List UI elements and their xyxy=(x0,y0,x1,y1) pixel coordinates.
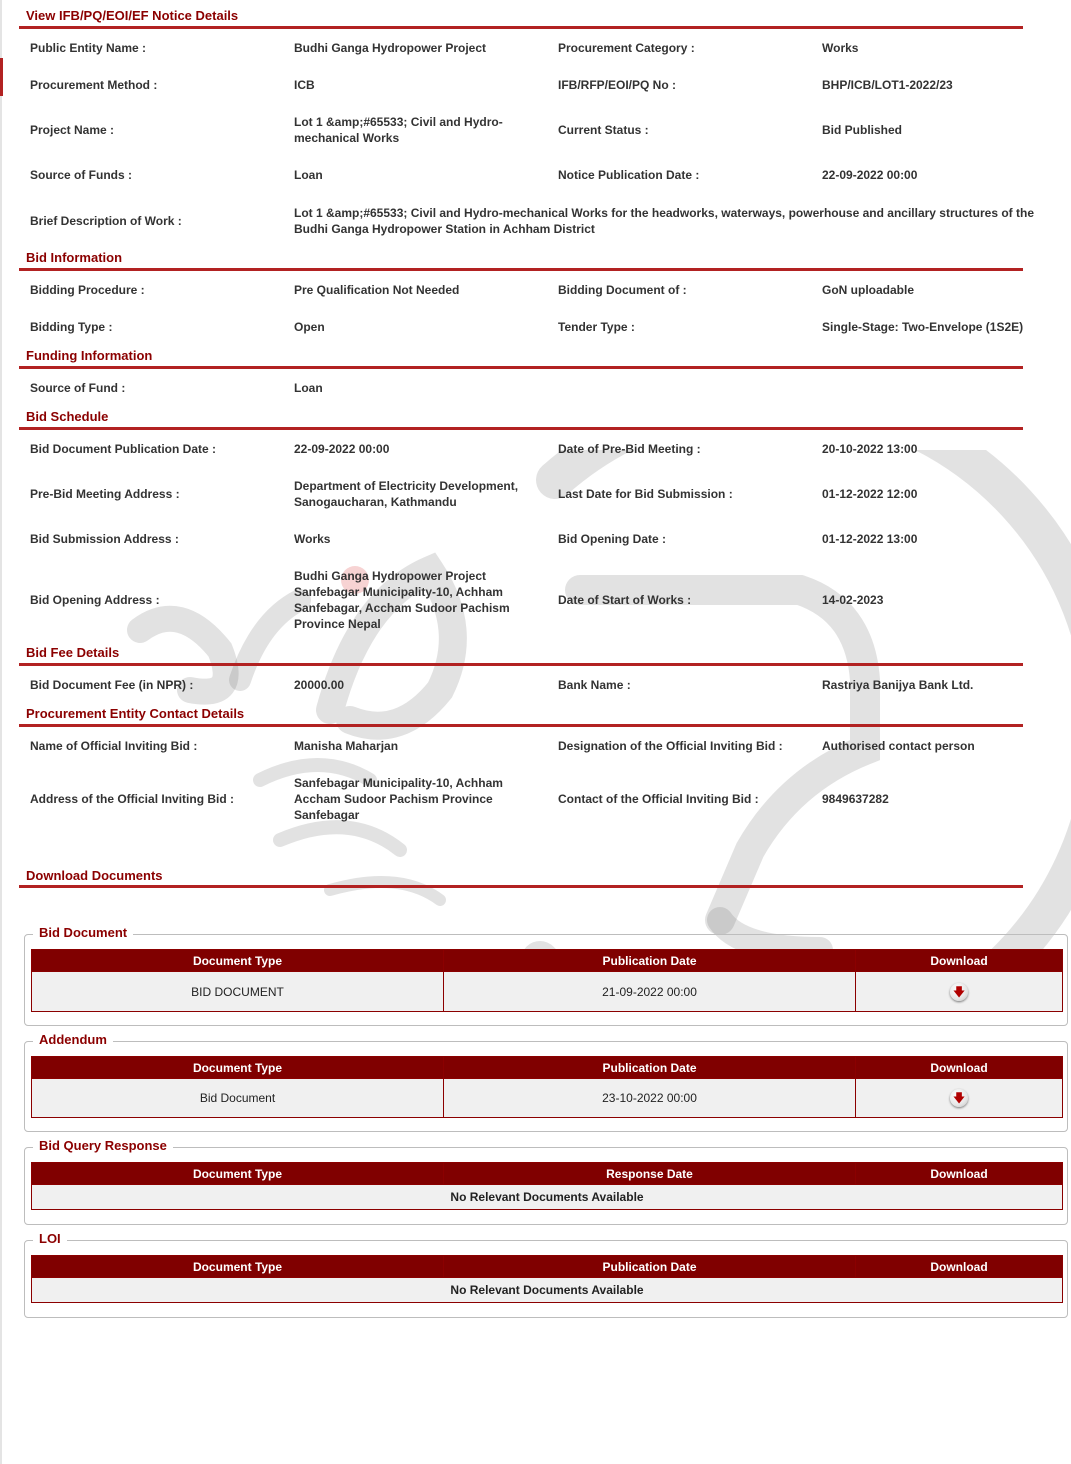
official-address-label: Address of the Official Inviting Bid : xyxy=(30,792,235,806)
download-icon[interactable]: 🡇 xyxy=(950,1089,968,1107)
pre-bid-meeting-address-value xyxy=(294,478,518,510)
col-download: Download xyxy=(856,1256,1062,1277)
bank-name-value: Rastriya Banijya Bank Ltd. xyxy=(822,678,974,692)
source-of-funds-value: Loan xyxy=(294,168,323,182)
section-title-bid-fee: Bid Fee Details xyxy=(26,645,120,660)
col-publication-date: Publication Date xyxy=(444,950,855,971)
table-row xyxy=(32,1185,1062,1209)
bid-opening-address-line1: Budhi Ganga Hydropower Project xyxy=(294,569,487,583)
bid-document-fee-label: Bid Document Fee (in NPR) : xyxy=(30,678,194,692)
brief-description-line1: Lot 1 &amp;#65533; Civil and Hydro-mechanical Works for the headworks, waterways, powerhouse and ancillary structures of the xyxy=(294,206,1034,220)
bid-opening-address-value xyxy=(294,568,510,632)
tender-type-value: Single-Stage: Two-Envelope (1S2E) xyxy=(822,320,1024,334)
page-left-edge xyxy=(0,0,2,1464)
ifb-no-value: BHP/ICB/LOT1-2022/23 xyxy=(822,78,953,92)
bidding-procedure-label: Bidding Procedure : xyxy=(30,283,145,297)
bid-query-legend: Bid Query Response xyxy=(33,1138,173,1154)
bid-opening-address-line3: Sanfebagar, Accham Sudoor Pachism xyxy=(294,601,510,615)
bid-opening-date-label: Bid Opening Date : xyxy=(558,532,666,546)
addendum-table xyxy=(31,1056,1063,1118)
section-rule xyxy=(19,724,1023,727)
col-download: Download xyxy=(856,1163,1062,1184)
notice-publication-date-label: Notice Publication Date : xyxy=(558,168,700,182)
empty-message: No Relevant Documents Available xyxy=(32,1185,1062,1209)
section-rule xyxy=(19,663,1023,666)
brief-description-label: Brief Description of Work : xyxy=(30,214,182,228)
col-download: Download xyxy=(856,950,1062,971)
section-rule xyxy=(19,885,1023,888)
bid-doc-publication-date-value: 22-09-2022 00:00 xyxy=(294,442,390,456)
col-publication-date: Publication Date xyxy=(444,1256,855,1277)
bid-doc-publication-date-label: Bid Document Publication Date : xyxy=(30,442,217,456)
pre-bid-address-line1: Department of Electricity Development, xyxy=(294,479,519,493)
table-row xyxy=(32,1079,1062,1117)
current-status-label: Current Status : xyxy=(558,123,649,137)
source-of-funds-label: Source of Funds : xyxy=(30,168,132,182)
last-date-submission-label: Last Date for Bid Submission : xyxy=(558,487,733,501)
col-document-type: Document Type xyxy=(32,1163,443,1184)
loi-table xyxy=(31,1255,1063,1303)
bank-name-label: Bank Name : xyxy=(558,678,631,692)
bidding-document-of-value: GoN uploadable xyxy=(822,283,915,297)
publication-date-cell: 23-10-2022 00:00 xyxy=(444,1079,855,1117)
source-of-fund-label: Source of Fund : xyxy=(30,381,126,395)
section-rule xyxy=(19,427,1023,430)
project-name-value xyxy=(294,114,503,146)
section-rule xyxy=(19,268,1023,271)
bid-query-panel xyxy=(24,1138,1068,1225)
date-start-works-value: 14-02-2023 xyxy=(822,593,884,607)
bid-opening-date-value: 01-12-2022 13:00 xyxy=(822,532,918,546)
official-contact-label: Contact of the Official Inviting Bid : xyxy=(558,792,759,806)
ifb-no-label: IFB/RFP/EOI/PQ No : xyxy=(558,78,677,92)
bidding-type-value: Open xyxy=(294,320,325,334)
notice-publication-date-value: 22-09-2022 00:00 xyxy=(822,168,918,182)
page-left-marker xyxy=(0,58,3,96)
addendum-legend: Addendum xyxy=(33,1032,113,1048)
public-entity-label: Public Entity Name : xyxy=(30,41,147,55)
section-title-contact: Procurement Entity Contact Details xyxy=(26,706,245,721)
bid-opening-address-label: Bid Opening Address : xyxy=(30,593,160,607)
loi-panel xyxy=(24,1231,1068,1318)
official-address-line2: Accham Sudoor Pachism Province xyxy=(294,792,493,806)
bid-opening-address-line4: Province Nepal xyxy=(294,617,381,631)
col-document-type: Document Type xyxy=(32,1057,443,1078)
project-name-label: Project Name : xyxy=(30,123,115,137)
table-row xyxy=(32,972,1062,1011)
download-icon[interactable]: 🡇 xyxy=(950,983,968,1001)
brief-description-line2: Budhi Ganga Hydropower Station in Achham District xyxy=(294,222,595,236)
project-name-line2: mechanical Works xyxy=(294,131,400,145)
bidding-type-label: Bidding Type : xyxy=(30,320,113,334)
bid-opening-address-line2: Sanfebagar Municipality-10, Achham xyxy=(294,585,503,599)
official-designation-label: Designation of the Official Inviting Bid : xyxy=(558,739,783,753)
pre-bid-meeting-date-value: 20-10-2022 13:00 xyxy=(822,442,918,456)
col-document-type: Document Type xyxy=(32,1256,443,1277)
section-title-funding: Funding Information xyxy=(26,348,153,363)
download-cell xyxy=(856,1079,1062,1117)
section-title-notice: View IFB/PQ/EOI/EF Notice Details xyxy=(26,8,239,23)
col-document-type: Document Type xyxy=(32,950,443,971)
bid-document-fee-value: 20000.00 xyxy=(294,678,345,692)
source-of-fund-value: Loan xyxy=(294,381,323,395)
official-address-value xyxy=(294,775,503,823)
official-designation-value: Authorised contact person xyxy=(822,739,975,753)
bid-document-table xyxy=(31,949,1063,1012)
current-status-value: Bid Published xyxy=(822,123,903,137)
loi-legend: LOI xyxy=(33,1231,67,1247)
document-type-cell: Bid Document xyxy=(32,1079,443,1117)
pre-bid-address-line2: Sanogaucharan, Kathmandu xyxy=(294,495,457,509)
project-name-line1: Lot 1 &amp;#65533; Civil and Hydro- xyxy=(294,115,503,129)
public-entity-value: Budhi Ganga Hydropower Project xyxy=(294,41,487,55)
watermark-logo xyxy=(100,450,1071,970)
bid-query-table xyxy=(31,1162,1063,1210)
procurement-category-label: Procurement Category : xyxy=(558,41,695,55)
official-name-label: Name of Official Inviting Bid : xyxy=(30,739,198,753)
addendum-panel xyxy=(24,1032,1068,1132)
official-address-line3: Sanfebagar xyxy=(294,808,360,822)
official-name-value: Manisha Maharjan xyxy=(294,739,399,753)
section-title-downloads: Download Documents xyxy=(26,868,163,883)
last-date-submission-value: 01-12-2022 12:00 xyxy=(822,487,918,501)
section-title-bid-information: Bid Information xyxy=(26,250,123,265)
bid-document-panel xyxy=(24,925,1068,1026)
publication-date-cell: 21-09-2022 00:00 xyxy=(444,972,855,1011)
procurement-method-value: ICB xyxy=(294,78,315,92)
table-row xyxy=(32,1278,1062,1302)
col-response-date: Response Date xyxy=(444,1163,855,1184)
brief-description-value xyxy=(294,205,1044,237)
download-cell xyxy=(856,972,1062,1011)
pre-bid-meeting-date-label: Date of Pre-Bid Meeting : xyxy=(558,442,701,456)
document-type-cell: BID DOCUMENT xyxy=(32,972,443,1011)
tender-type-label: Tender Type : xyxy=(558,320,635,334)
pre-bid-meeting-address-label: Pre-Bid Meeting Address : xyxy=(30,487,180,501)
col-publication-date: Publication Date xyxy=(444,1057,855,1078)
bidding-document-of-label: Bidding Document of : xyxy=(558,283,687,297)
date-start-works-label: Date of Start of Works : xyxy=(558,593,692,607)
section-title-bid-schedule: Bid Schedule xyxy=(26,409,109,424)
section-rule xyxy=(19,366,1023,369)
col-download: Download xyxy=(856,1057,1062,1078)
empty-message: No Relevant Documents Available xyxy=(32,1278,1062,1302)
procurement-method-label: Procurement Method : xyxy=(30,78,158,92)
bidding-procedure-value: Pre Qualification Not Needed xyxy=(294,283,460,297)
bid-submission-address-value: Works xyxy=(294,532,331,546)
official-address-line1: Sanfebagar Municipality-10, Achham xyxy=(294,776,503,790)
official-contact-value: 9849637282 xyxy=(822,792,889,806)
bid-document-legend: Bid Document xyxy=(33,925,133,941)
procurement-category-value: Works xyxy=(822,41,859,55)
section-rule xyxy=(19,26,1023,29)
bid-submission-address-label: Bid Submission Address : xyxy=(30,532,179,546)
